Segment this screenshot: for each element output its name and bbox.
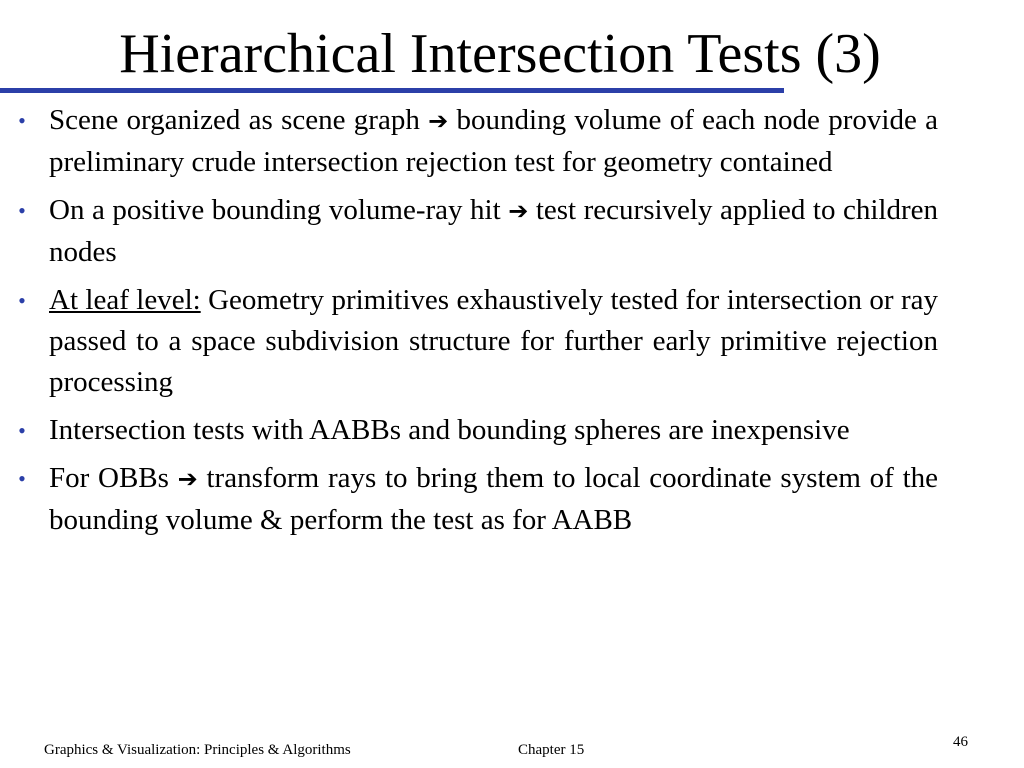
title-underline-rule	[0, 88, 784, 93]
bullet-item-aabb-spheres	[12, 410, 938, 451]
bullet-text-after-arrow: transform rays to bring them to local coordinate system of the bounding volume & perform the test as for AABB	[49, 462, 938, 536]
arrow-right-icon: ➔	[508, 197, 529, 225]
bullet-text-after-arrow: bounding volume of each node provide a preliminary crude intersection rejection test for geometry contained	[49, 104, 938, 178]
bullet-text: Intersection tests with AABBs and bounding spheres are inexpensive	[49, 414, 850, 446]
bullet-marker: •	[18, 198, 26, 223]
slide-title: Hierarchical Intersection Tests (3)	[119, 23, 881, 85]
bullet-text-before-arrow: Scene organized as scene graph	[49, 104, 429, 136]
bullet-text: Geometry primitives exhaustively tested for intersection or ray passed to a space subdivision structure for further early primitive rejection processing	[49, 284, 938, 398]
arrow-right-icon: ➔	[428, 107, 449, 135]
bullet-marker: •	[18, 466, 26, 491]
footer-chapter: Chapter 15	[518, 742, 585, 758]
bullet-text-after-arrow: test recursively applied to children nodes	[49, 194, 938, 268]
page-number: 46	[953, 734, 968, 750]
bullet-item-leaf-level	[12, 280, 938, 403]
bullet-list	[12, 100, 938, 548]
bullet-item-obbs	[12, 458, 938, 541]
bullet-text-before-arrow: On a positive bounding volume-ray hit	[49, 194, 509, 226]
bullet-item-scene-graph	[12, 100, 938, 183]
bullet-item-positive-hit	[12, 190, 938, 273]
arrow-right-icon: ➔	[177, 465, 198, 493]
bullet-marker: •	[18, 108, 26, 133]
bullet-marker: •	[18, 288, 26, 313]
bullet-marker: •	[18, 418, 26, 443]
bullet-underlined-label: At leaf level:	[49, 284, 201, 316]
bullet-text-before-arrow: For OBBs	[49, 462, 178, 494]
footer-book-title: Graphics & Visualization: Principles & Algorithms	[44, 742, 351, 758]
